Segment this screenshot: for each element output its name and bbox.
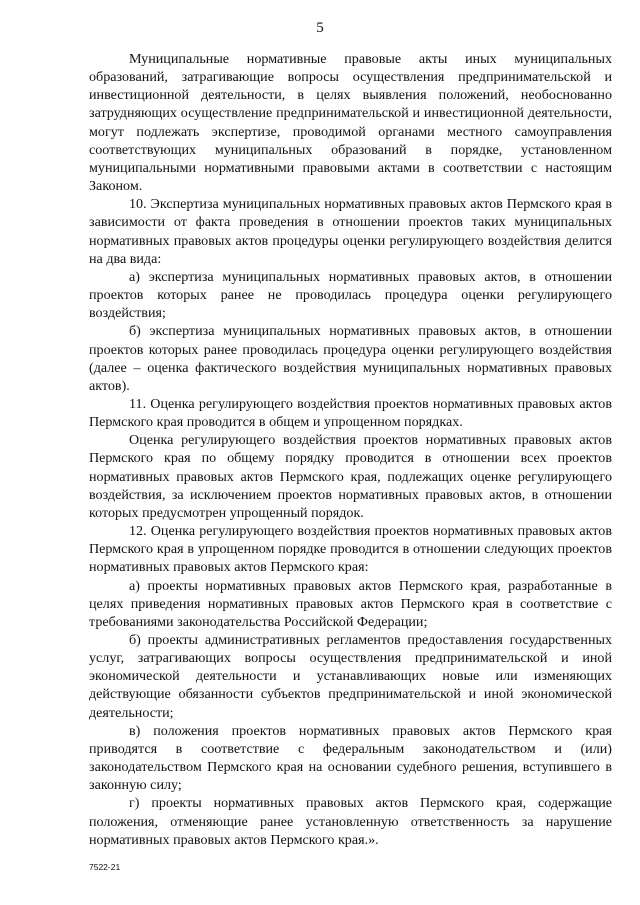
paragraph-11: 11. Оценка регулирующего воздействия проектов нормативных правовых актов Пермского края проводится в общем и упрощенном порядках. bbox=[89, 395, 612, 431]
paragraph-12-g: г) проекты нормативных правовых актов Пермского края, содержащие положения, отменяющие ранее установленную ответственность за нарушение нормативных правовых актов Пермского края.». bbox=[89, 795, 612, 848]
document-body bbox=[89, 50, 612, 849]
paragraph-11-general: Оценка регулирующего воздействия проектов нормативных правовых актов Пермского края по общему порядку проводится в отношении всех проектов нормативных правовых актов Пермского края, подлежащих оценке регулирующего воздействия, за исключением проектов нормативных правовых актов, в отношении которых предусмотрен упрощенный порядок. bbox=[89, 432, 612, 521]
paragraph-municipal-acts: Муниципальные нормативные правовые акты иных муниципальных образований, затрагивающие вопросы осуществления предпринимательской и инвестиционной деятельности, в целях выявления положений, необоснованно затрудняющих осуществление предпринимательской и инвестиционной деятельности, могут подлежать экспертизе, проводимой органами местного самоуправления соответствующих муниципальных образований в порядке, установленном муниципальными нормативными правовыми актами в соответствии с настоящим Законом. bbox=[89, 51, 612, 195]
paragraph-12-a: а) проекты нормативных правовых актов Пермского края, разработанные в целях приведения нормативных правовых актов Пермского края в соответствие с требованиями законодательства Российской Федерации; bbox=[89, 577, 612, 630]
paragraph-12-v: в) положения проектов нормативных правовых актов Пермского края приводятся в соответствие с федеральным законодательством и (или) законодательством Пермского края на основании судебного решения, вступившего в законную силу; bbox=[89, 722, 612, 794]
paragraph-10-b: б) экспертиза муниципальных нормативных правовых актов, в отношении проектов которых ранее проводилась процедура оценки регулирующего воздействия (далее – оценка фактического воздействия муниципальных нормативных правовых актов). bbox=[89, 323, 612, 394]
paragraph-10: 10. Экспертиза муниципальных нормативных правовых актов Пермского края в зависимости от факта проведения в отношении проектов таких муниципальных нормативных правовых актов процедуры оценки регулирующего воздействия делится на два вида: bbox=[89, 196, 612, 267]
document-code: 7522-21 bbox=[89, 862, 121, 872]
paragraph-12-b: б) проекты административных регламентов предоставления государственных услуг, затрагивающих вопросы осуществления предпринимательской и иной экономической деятельности и устанавливающих новые или изменяющих действующие обязанности субъектов предпринимательской и иной экономической деятельности; bbox=[89, 632, 612, 721]
paragraph-12: 12. Оценка регулирующего воздействия проектов нормативных правовых актов Пермского края в упрощенном порядке проводится в отношении следующих проектов нормативных правовых актов Пермского края: bbox=[89, 523, 612, 576]
paragraph-10-a: а) экспертиза муниципальных нормативных правовых актов, в отношении проектов которых ранее не проводилась процедура оценки регулирующего воздействия; bbox=[89, 268, 612, 322]
page-number: 5 bbox=[316, 20, 324, 36]
